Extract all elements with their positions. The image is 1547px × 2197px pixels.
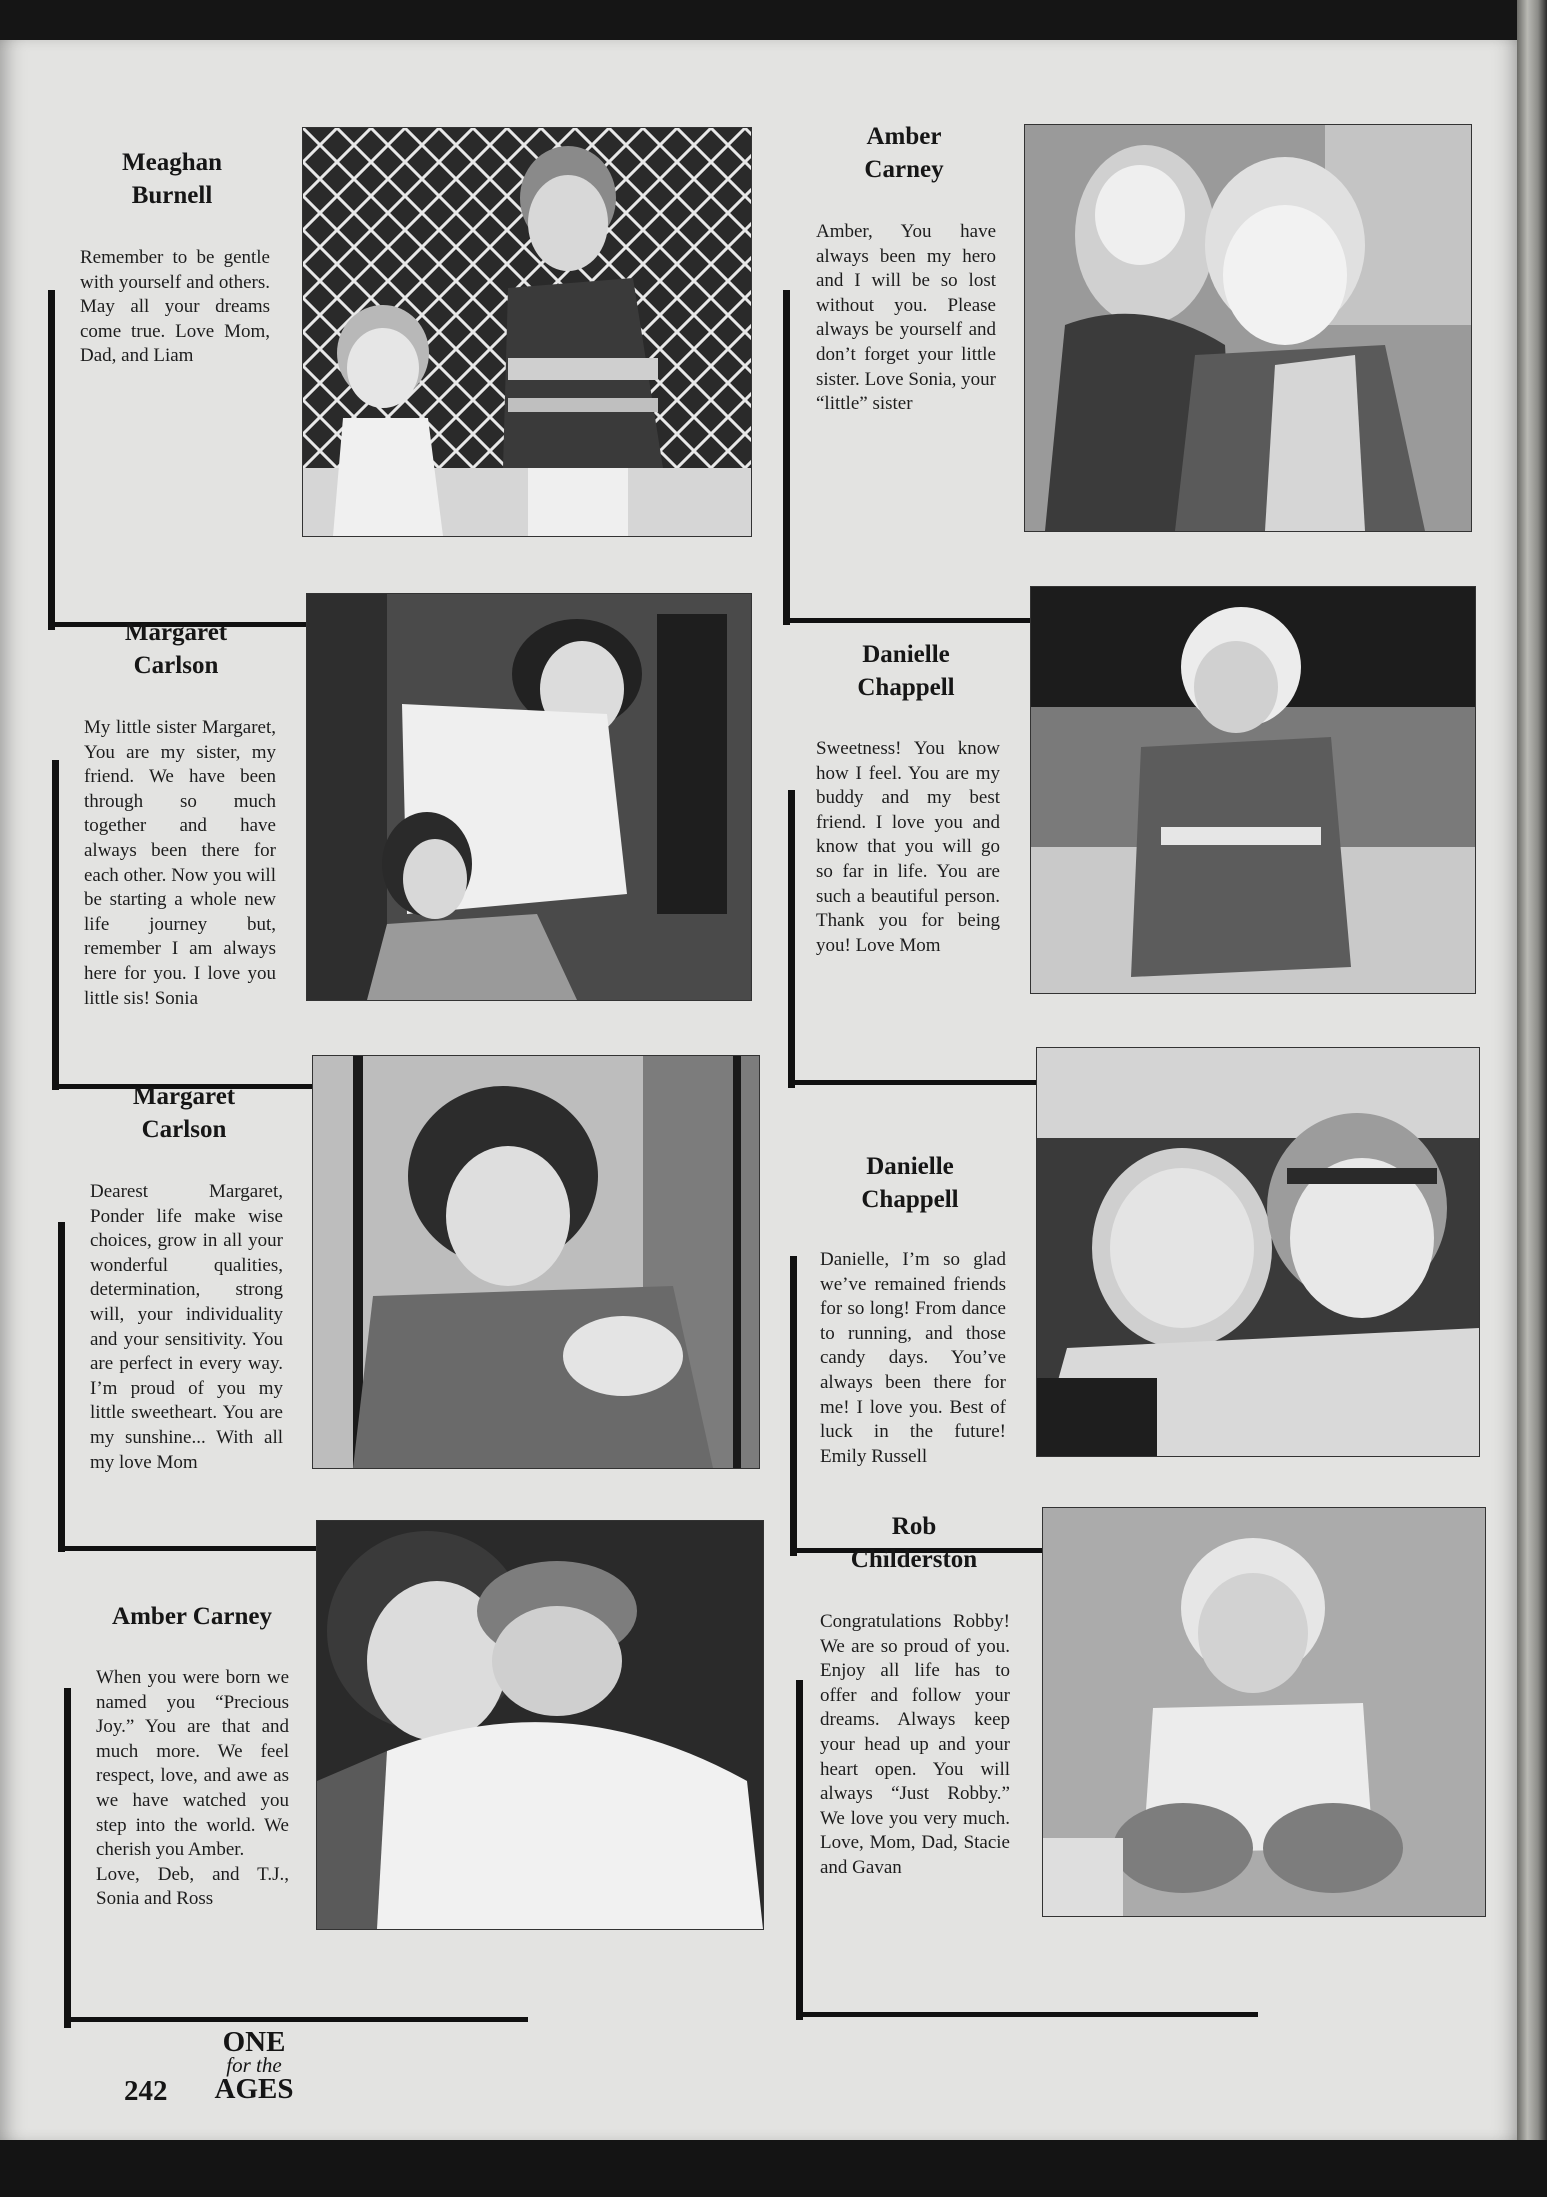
frame-vertical-bar bbox=[58, 1222, 65, 1552]
logo-line: for the bbox=[226, 2053, 282, 2077]
entry-message-text: When you were born we named you “Precious Joy.” You are that and much more. We feel respect, love, and awe as we have watched you step into the world. We cherish you Amber. Love, Deb, and T.J., Sonia and Ross bbox=[96, 1667, 289, 1910]
photo-child-with-plush-toy bbox=[1024, 124, 1472, 532]
entry-name bbox=[66, 616, 286, 682]
entry-name bbox=[794, 120, 1014, 186]
entry-message: Sweetness! You know how I feel. You are my buddy and my best friend. I love you and know that you will go so far in life. You are such a beautiful person. Thank you for being you! Love Mom bbox=[816, 738, 1000, 956]
entry-name-line: Carney bbox=[864, 156, 944, 183]
entry-message: Amber, You have always been my hero and I will be so lost without you. Please always be yourself and don’t forget your little sister. Love Sonia, your “little” sister bbox=[816, 221, 996, 415]
entry-name-line: Burnell bbox=[131, 182, 213, 209]
entry-name-line: Chappell bbox=[857, 674, 955, 701]
entry-name-line: Amber bbox=[866, 123, 942, 150]
entry-name-line: Margaret bbox=[132, 1083, 236, 1110]
frame-vertical-bar bbox=[48, 290, 55, 630]
entry-name-line: Chappell bbox=[861, 1186, 959, 1213]
entry-name bbox=[62, 146, 282, 212]
photo-two-sisters bbox=[306, 593, 752, 1001]
frame-horizontal-bar bbox=[796, 2012, 1258, 2017]
frame-vertical-bar bbox=[788, 790, 795, 1088]
photo-two-friends bbox=[1036, 1047, 1480, 1457]
entry-name-line: Danielle bbox=[862, 641, 950, 668]
scan-bottom-border bbox=[0, 2140, 1547, 2197]
entry-name bbox=[796, 638, 1016, 704]
logo-line: ONE bbox=[222, 2026, 286, 2058]
logo-line: AGES bbox=[214, 2073, 294, 2105]
scan-top-border bbox=[0, 0, 1547, 40]
frame-vertical-bar bbox=[64, 1688, 71, 2028]
entry-name-line: Carlson bbox=[141, 1116, 227, 1143]
entry-message bbox=[96, 1666, 289, 1912]
yearbook-page bbox=[0, 40, 1522, 2140]
frame-vertical-bar bbox=[52, 760, 59, 1090]
entry-name-line: Meaghan bbox=[122, 149, 222, 176]
frame-vertical-bar bbox=[790, 1256, 797, 1556]
entry-message: Congratulations Robby! We are so proud of you. Enjoy all life has to offer and follow your dreams. Always keep your head up and your heart open. You will always “Just Robby.” We love you very much. Love, Mom, Dad, Stacie and Gavan bbox=[820, 1611, 1010, 1878]
frame-vertical-bar bbox=[796, 1680, 803, 2020]
entry-message: Remember to be gentle with yourself and others. May all your dreams come true. Love Mom, Dad, and Liam bbox=[80, 247, 270, 367]
entry-name-line: Rob bbox=[891, 1513, 937, 1540]
entry-name bbox=[800, 1150, 1020, 1216]
entry-message: Dearest Margaret, Ponder life make wise choices, grow in all your wonderful qualities, determination, strong will, your individuality and your sensitivity. You are perfect in every way. I’m proud of you my little sweetheart. You are my sunshine... With all my love Mom bbox=[90, 1181, 283, 1473]
photo-girl-on-swing bbox=[312, 1055, 760, 1469]
photo-toddler-by-lake bbox=[1030, 586, 1476, 994]
entry-name bbox=[82, 1600, 302, 1633]
entry-name-line: Carlson bbox=[133, 652, 219, 679]
entry-name-line: Danielle bbox=[866, 1153, 954, 1180]
frame-horizontal-bar bbox=[64, 2017, 528, 2022]
entry-name-line: Amber Carney bbox=[112, 1603, 272, 1630]
frame-vertical-bar bbox=[783, 290, 790, 625]
entry-name-line: Childerston bbox=[850, 1546, 978, 1573]
photo-two-children-at-fence bbox=[302, 127, 752, 537]
entry-name bbox=[804, 1510, 1024, 1576]
entry-message: Danielle, I’m so glad we’ve remained friends for so long! From dance to running, and those candy days. You’ve always been there for me! I love you. Best of luck in the future! Emily Russell bbox=[820, 1249, 1006, 1467]
book-spine-edge bbox=[1517, 0, 1547, 2197]
page-number: 242 bbox=[124, 2075, 168, 2107]
entry-name bbox=[74, 1080, 294, 1146]
entry-name-line: Margaret bbox=[124, 619, 228, 646]
entry-message: My little sister Margaret, You are my sister, my friend. We have been through so much together and have always been there for each other. Now you will be starting a whole new life journey but, remember I am always here for you. I love you little sis! Sonia bbox=[84, 717, 276, 1009]
one-for-the-ages-logo bbox=[206, 2028, 302, 2103]
photo-toddler-crouching bbox=[1042, 1507, 1486, 1917]
photo-child-holding-baby bbox=[316, 1520, 764, 1930]
